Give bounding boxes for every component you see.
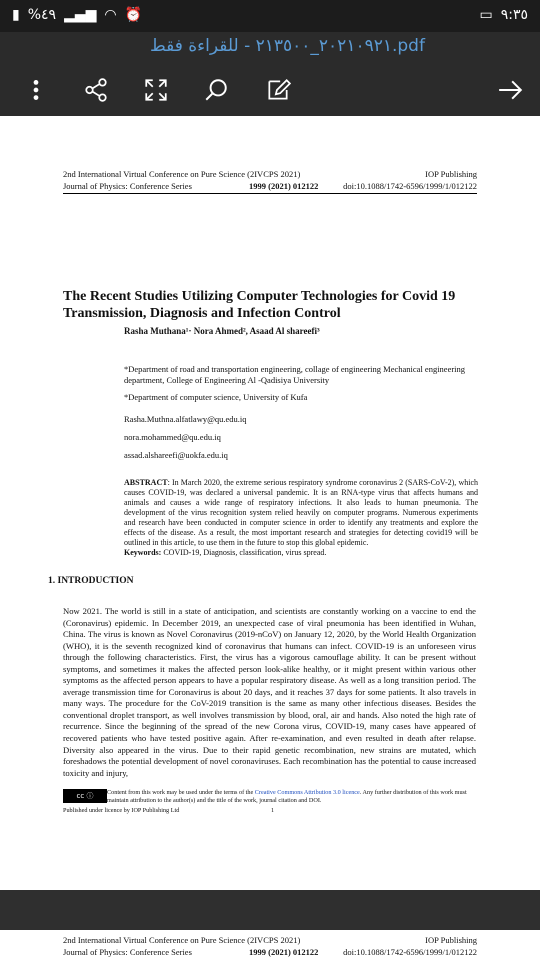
volume: 1999 (2021) 012122	[249, 947, 319, 957]
license-text	[107, 789, 477, 805]
signal-icon: ▂▄▆	[64, 7, 97, 23]
introduction-text: Now 2021. The world is still in a state of anticipation, and scientists are constantly working on a vaccine to end the (Coronavirus) epidemic. In December 2019, an unexpected case of viral pneumonia has been identified in Wuhan, China. The virus is known as Novel Coronavirus (2019-nCoV) on January 12, 2020, by the World Health Organization (WHO), it is the seventh recognized kind of coronavirus that humans can infect. COVID-19 is an unforeseen virus through the following characteristics. First, the virus has a vigorous camouflage ability. It can be present without symptoms, and sometimes it makes the affected person look-alike healthy, or it might present within various other symptoms as the affected person appears to have a popular respiratory disease. As well as a long transition period. The average transmission time for Coronavirus is about 20 days, and it reaches 37 days for some patients. It also travels in many ways. The procedure for the CoV-2019 transition is the same as many other infectious diseases. Besides the conventional droplet transport, as well involves transmission by blood, oral, air and hands. Also noted the high rate of recurrence. Since the beginning of the spread of the new Corona virus, COVID-19, many cases have appeared of recovered patients who have tested positive again. After re-examination, and even resulted in death after relapse. Diversity also appeared in the virus. Due to their rapid genetic recombination, new strains are mutated, which foreshadows the potential development of novel coronaviruses. Each recombination has the potential to cause increased toxicity and injury,	[63, 606, 476, 778]
keywords-label: Keywords:	[124, 548, 162, 557]
paper-title: The Recent Studies Utilizing Computer Technologies for Covid 19 Transmission, Diagnosis and Infection Control	[63, 289, 456, 321]
conference-name: 2nd International Virtual Conference on Pure Science (2IVCPS 2021)	[63, 169, 301, 179]
affiliation-2: *Department of computer science, University of Kufa	[124, 392, 308, 402]
authors: Rasha Muthana¹· Nora Ahmed², Asaad Al shareefi³	[124, 326, 320, 336]
header-rule	[63, 193, 477, 194]
doi: doi:10.1088/1742-6596/1999/1/012122	[343, 947, 477, 957]
screen-icon: ▭	[479, 7, 493, 23]
alarm-icon: ⏰	[124, 7, 143, 23]
license-text-a: Content from this work may be used under the terms of the	[107, 789, 255, 796]
pdf-page	[0, 116, 540, 890]
affiliation-1: *Department of road and transportation engineering, collage of engineering Mechanical engineering department, College of Engineering Al -Qadisiya University	[124, 364, 466, 385]
title-bar	[0, 32, 540, 64]
pdf-page-2	[0, 930, 540, 960]
conference-name: 2nd International Virtual Conference on Pure Science (2IVCPS 2021)	[63, 935, 301, 945]
page-gap	[0, 890, 540, 930]
email-2: nora.mohammed@qu.edu.iq	[124, 432, 221, 442]
journal-name: Journal of Physics: Conference Series	[63, 181, 192, 191]
section-heading: 1. INTRODUCTION	[48, 576, 134, 586]
forward-arrow-icon[interactable]	[496, 76, 524, 104]
keywords: COVID-19, Diagnosis, classification, virus spread.	[161, 548, 327, 557]
published-note: Published under licence by IOP Publishing Ltd	[63, 807, 180, 814]
file-name: pdf.٢٠٢١٠٩٢١_٢١٣٥٠٠ - للقراءة فقط	[150, 36, 425, 56]
share-icon[interactable]	[82, 76, 110, 104]
license-text-b: . Any further distribution of this work must maintain attribution to the author(s) and the title of the work, journal citation and DOI.	[107, 789, 467, 804]
publisher: IOP Publishing	[425, 169, 477, 179]
publisher: IOP Publishing	[425, 935, 477, 945]
journal-name: Journal of Physics: Conference Series	[63, 947, 192, 957]
viewer-toolbar	[0, 64, 540, 116]
status-bar	[0, 0, 540, 32]
fullscreen-icon[interactable]	[142, 76, 170, 104]
clock: ٩:٣٥	[500, 7, 528, 23]
battery-icon: ▮	[12, 7, 20, 23]
page-number: 1	[271, 807, 275, 814]
license-link[interactable]: Creative Commons Attribution 3.0 licence	[254, 789, 360, 796]
search-icon[interactable]	[202, 76, 230, 104]
battery-level: %٤٩	[27, 7, 57, 23]
email-1: Rasha.Muthna.alfatlawy@qu.edu.iq	[124, 414, 247, 424]
wifi-icon: ◠	[104, 7, 117, 23]
abstract-label: ABSTRACT	[124, 478, 168, 487]
email-3: assad.alshareefi@uokfa.edu.iq	[124, 450, 228, 460]
edit-icon[interactable]	[264, 76, 292, 104]
volume: 1999 (2021) 012122	[249, 181, 319, 191]
creative-commons-logo: cc ⓘ	[63, 789, 107, 803]
more-vert-icon[interactable]	[22, 76, 50, 104]
doi: doi:10.1088/1742-6596/1999/1/012122	[343, 181, 477, 191]
abstract-text: : In March 2020, the extreme serious respiratory syndrome coronavirus 2 (SARS-CoV-2), which causes COVID-19, was declared a universal pandemic. It is an RNA-type virus that affects humans and animals and causes a wide range of respiratory infections. It also leads to human pneumonia. The development of the virus recognition system relied heavily on computer programs. Numerous experiments and research have been conducted in computer science in order to identify any treatments and explore the effects of the disease. As a result, the most important research and strategies for detecting covid19 will be outlined in this article, to use them in the future to stop this global epidemic.	[124, 478, 478, 547]
abstract	[124, 478, 478, 558]
